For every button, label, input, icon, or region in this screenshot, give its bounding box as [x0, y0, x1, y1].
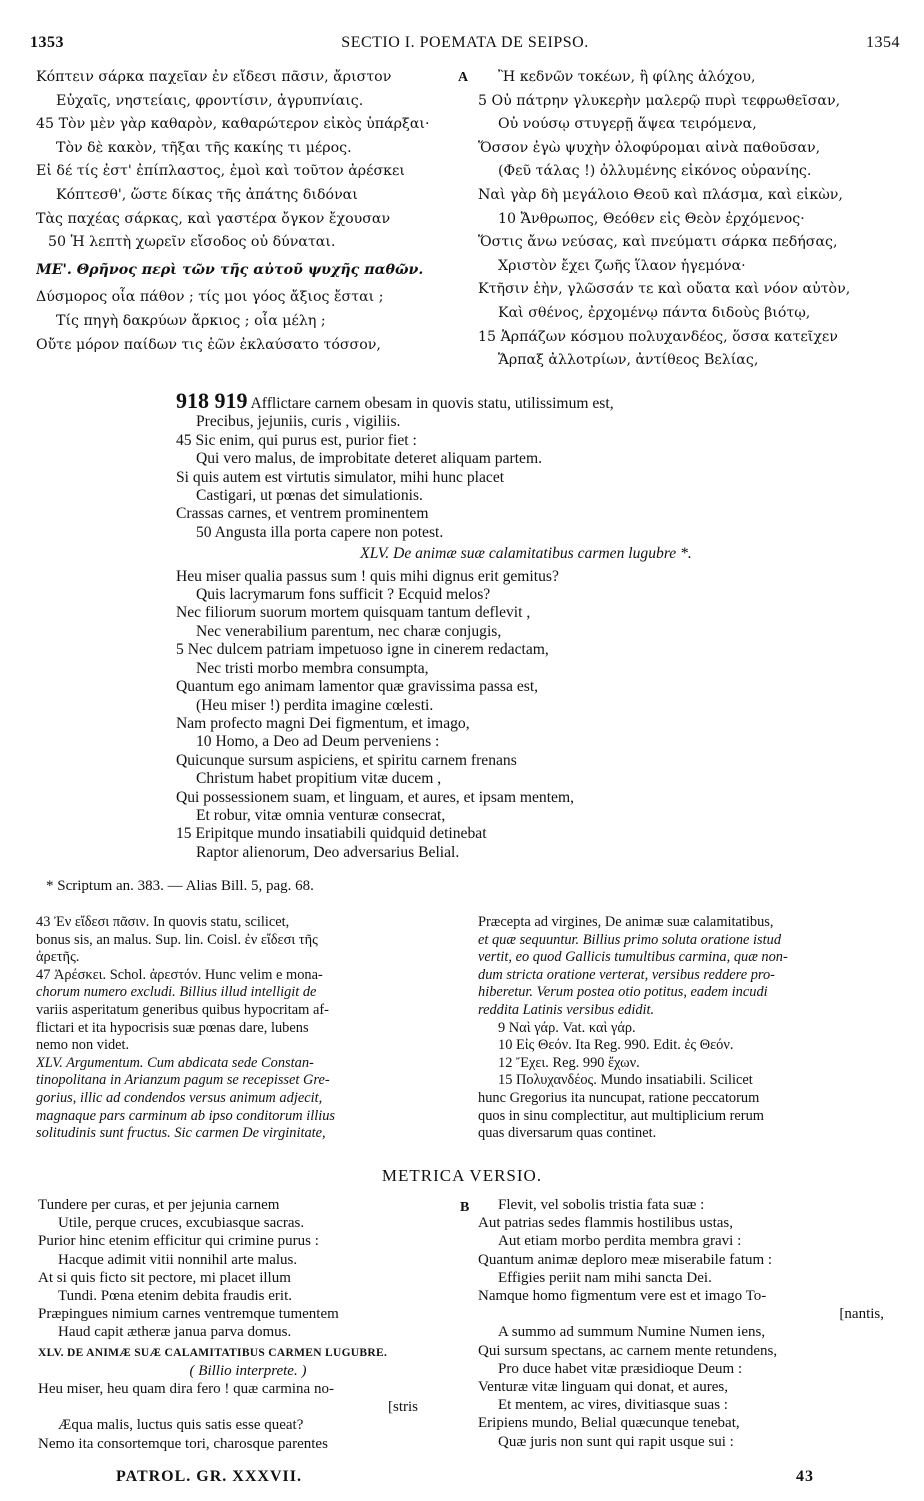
versio-line: [nantis, [839, 1306, 884, 1323]
greek-text-right-column [478, 66, 908, 373]
note-line: 47 Ἀρέσκει. Schol. ἀρεστόν. Hunc velim e mona- [36, 966, 323, 983]
note-line: 9 Ναὶ γάρ. Vat. καὶ γάρ. [498, 1019, 636, 1036]
note-line: variis asperitatum generibus quibus hypocritam af- [36, 1001, 329, 1018]
latin-line: Et robur, vitæ omnia venturæ consecrat, [196, 806, 446, 824]
versio-line: Hacque adimit vitii nonnihil arte malus. [58, 1251, 298, 1268]
latin-line: Quicunque sursum aspiciens, et spiritu carnem frenans [176, 751, 517, 769]
latin-line: Nec filiorum suorum mortem quisquam tantum deflevit , [176, 604, 531, 622]
greek-line: Χριστὸν ἔχει ζωῆς ἵλαον ἡγεμόνα· [498, 257, 746, 274]
versio-line: [stris [388, 1399, 418, 1416]
versio-line: Nemo ita consortemque tori, charosque parentes [38, 1435, 328, 1452]
note-line: dum stricta oratione verterat, versibus reddere pro- [478, 966, 775, 983]
note-line: XLV. Argumentum. Cum abdicata sede Constan- [36, 1054, 314, 1071]
latin-line: 45 Sic enim, qui purus est, purior fiet : [176, 431, 417, 449]
metrica-versio-heading: METRICA VERSIO. [381, 1166, 543, 1185]
latin-line: 50 Angusta illa porta capere non potest. [196, 523, 444, 541]
greek-line: Καὶ σθένος, ἐρχομένῳ πάντα διδοὺς βιότῳ, [498, 304, 811, 321]
latin-line: 5 Nec dulcem patriam impetuoso igne in cinerem redactam, [176, 641, 549, 659]
versio-line: Quæ juris non sunt qui rapit usque sui : [498, 1433, 734, 1450]
latin-first-line: Afflictare carnem obesam in quovis statu, utilissimum est, [250, 395, 614, 412]
versio-line: Et mentem, ac vires, divitiasque suas : [498, 1397, 728, 1414]
greek-line: Εὐχαῖς, νηστείαις, φροντίσιν, ἀγρυπνίαις. [56, 92, 364, 109]
greek-line: Ὅστις ἄνω νεύσας, καὶ πνεύματι σάρκα πεδήσας, [478, 234, 838, 251]
greek-line: 15 Ἁρπάζων κόσμου πολυχανδέος, ὅσσα κατεῖχεν [478, 328, 838, 345]
versio-line: At si quis ficto sit pectore, mi placet illum [38, 1269, 291, 1286]
versio-line: Æqua malis, luctus quis satis esse queat? [58, 1417, 304, 1434]
greek-line: 50 Ἡ λεπτὴ χωρεῖν εἴσοδος οὐ δύναται. [48, 234, 336, 251]
latin-line: (Heu miser !) perdita imagine cœlesti. [196, 696, 434, 714]
versio-line: Præpingues nimium carnes ventremque tumentem [38, 1306, 339, 1323]
greek-line: Ναὶ γὰρ δὴ μεγάλοιο Θεοῦ καὶ πλάσμα, καὶ εἰκὼν, [478, 186, 843, 203]
versio-line: Aut etiam morbo perdita membra gravi : [498, 1233, 742, 1250]
column-numbers: 918 919 [176, 392, 248, 413]
versio-line: Effigies periit nam mihi sancta Dei. [498, 1269, 712, 1286]
note-line: Præcepta ad virgines, De animæ suæ calamitatibus, [478, 914, 774, 930]
note-line: ἀρετῆς. [36, 949, 80, 966]
latin-line: Nec tristi morbo membra consumpta, [196, 659, 429, 677]
greek-line: Κτῆσιν ἑὴν, γλῶσσάν τε καὶ οὔατα καὶ νόον αὐτὸν, [478, 281, 851, 298]
versio-line: Pro duce habet vitæ præsidioque Deum : [498, 1360, 743, 1377]
notes-right-column [478, 914, 914, 1143]
note-line: tinopolitana in Arianzum pagum se recepisset Gre- [36, 1072, 330, 1089]
greek-line: Κόπτειν σάρκα παχεῖαν ἐν εἴδεσι πᾶσιν, ἄριστον [36, 69, 392, 85]
versio-line: A summo ad summum Numine Numen iens, [498, 1324, 766, 1341]
versio-poem-title: XLV. DE ANIMÆ SUÆ CALAMITATIBUS CARMEN LUGUBRE. [38, 1346, 388, 1359]
greek-line: Δύσμορος οἷα πάθον ; τίς μοι γόος ἄξιος ἔσται ; [36, 289, 384, 306]
versio-line: Haud capit ætheræ janua parva domus. [58, 1324, 292, 1341]
versio-line: Venturæ vitæ linguam qui donat, et aures, [478, 1379, 728, 1396]
note-line: 43 Ἐν εἴδεσι πᾶσιν. In quovis statu, scilicet, [36, 914, 290, 930]
versio-line: Eripiens mundo, Belial quæcunque tenebat, [478, 1415, 740, 1432]
latin-line: Si quis autem est virtutis simulator, mihi hunc placet [176, 468, 505, 486]
running-header [30, 34, 900, 58]
versio-line: Flevit, vel sobolis tristia fata suæ : [498, 1197, 705, 1213]
greek-line: Κόπτεσθ', ὥστε δίκας τῆς ἀπάτης διδόναι [56, 186, 358, 203]
note-line: flictari et ita hypocrisis suæ pœnas dare, lubens [36, 1019, 309, 1036]
versio-line: Tundere per curas, et per jejunia carnem [38, 1197, 280, 1213]
versio-line: Heu miser, heu quam dira fero ! quæ carmina no- [38, 1381, 334, 1398]
note-line: 12 Ἔχει. Reg. 990 ἔχων. [498, 1054, 640, 1071]
note-line: vertit, eo quod Gallicis tumultibus carmina, quæ non- [478, 949, 788, 966]
versio-line: Qui sursum spectans, ac carnem mente retundens, [478, 1342, 778, 1359]
greek-line: Οὔτε μόρον παίδων τις ἑῶν ἐκλαύσατο τόσσον, [36, 336, 381, 353]
note-line: magnaque pars carminum ab ipso conditorum illius [36, 1107, 336, 1124]
greek-line: Οὐ νούσῳ στυγερῇ ἅψεα τειρόμενα, [498, 116, 757, 133]
latin-line: 15 Eripitque mundo insatiabili quidquid detinebat [176, 825, 487, 843]
latin-line: Nec venerabilium parentum, nec charæ conjugis, [196, 622, 502, 640]
latin-line: Qui possessionem suam, et linguam, et aures, et ipsam mentem, [176, 788, 574, 806]
sheet-number: 43 [796, 1468, 814, 1485]
note-line: quos in sinu complectitur, aut multiplicium rerum [478, 1107, 764, 1124]
footnote: * Scriptum an. 383. — Alias Bill. 5, pag. 68. [46, 878, 314, 894]
note-line: hunc Gregorius ita nuncupat, ratione peccatorum [478, 1089, 760, 1106]
greek-line: Τὰς παχέας σάρκας, καὶ γαστέρα ὄγκον ἔχουσαν [36, 210, 391, 227]
greek-line: 5 Οὐ πάτρην γλυκερὴν μαλερῷ πυρὶ τεφρωθεῖσαν, [478, 92, 841, 109]
versio-line: Purior hinc etenim efficitur qui crimine purus : [38, 1233, 319, 1250]
versio-line: Tundi. Pœna etenim debita fraudis erit. [58, 1288, 292, 1305]
page-number-left: 1353 [30, 34, 64, 51]
greek-line: (Φεῦ τάλας !) ὀλλυμένης εἰκόνος οὐρανίης. [498, 163, 812, 180]
latin-line: Heu miser qualia passus sum ! quis mihi dignus erit gemitus? [176, 567, 559, 585]
series-signature: PATROL. GR. XXXVII. [116, 1468, 302, 1485]
running-title: SECTIO I. POEMATA DE SEIPSO. [341, 34, 589, 51]
greek-line: Ὅσσον ἐγὼ ψυχὴν ὀλοφύρομαι αἰνὰ παθοῦσαν, [478, 139, 821, 156]
versio-interpreter: ( Billio interprete. ) [189, 1362, 307, 1379]
note-line: quas diversarum quas continet. [478, 1125, 657, 1142]
latin-line: Precibus, jejuniis, curis , vigiliis. [196, 413, 401, 431]
greek-poem-title: ΜΕ'. Θρῆνος περὶ τῶν τῆς αὐτοῦ ψυχῆς παθῶν. [36, 261, 424, 278]
versio-line: Utile, perque cruces, excubiasque sacras. [58, 1215, 305, 1232]
versio-line: Quantum animæ deploro meæ miserabile fatum : [478, 1251, 773, 1268]
latin-translation [176, 392, 876, 862]
greek-line: Τίς πηγὴ δακρύων ἄρκιος ; οἷα μέλη ; [56, 312, 326, 329]
note-line: hiberetur. Verum postea otio potitus, eadem incudi [478, 984, 768, 1001]
note-line: nemo non videt. [36, 1037, 130, 1054]
latin-line: Raptor alienorum, Deo adversarius Belial. [196, 843, 460, 861]
note-line: reddita Latinis versibus edidit. [478, 1001, 655, 1018]
greek-line: Ἢ κεδνῶν τοκέων, ἢ φίλης ἀλόχου, [498, 69, 756, 85]
greek-text-left-column [36, 66, 456, 357]
latin-line: 10 Homo, a Deo ad Deum perveniens : [196, 733, 440, 751]
note-line: gorius, illic ad condendos versus animum adjecit, [36, 1089, 323, 1106]
greek-line: Τὸν δὲ κακὸν, τῆξαι τῆς κακίης τι μέρος. [56, 139, 352, 156]
latin-line: Crassas carnes, et ventrem prominentem [176, 505, 429, 523]
greek-line: Ἅρπαξ ἀλλοτρίων, ἀντίθεος Βελίας, [498, 352, 759, 369]
versio-right-column [478, 1196, 914, 1451]
note-line: 10 Εἰς Θεόν. Ita Reg. 990. Edit. ἐς Θεόν. [498, 1037, 734, 1054]
note-line: bonus sis, an malus. Sup. lin. Coisl. ἐν εἴδεσι τῆς [36, 931, 318, 948]
versio-line: Namque homo figmentum vere est et imago To- [478, 1288, 767, 1305]
note-line: solitudinis sunt fructus. Sic carmen De virginitate, [36, 1125, 326, 1142]
latin-line: Quantum ego animam lamentor quæ gravissima passa est, [176, 678, 539, 696]
greek-line: Εἰ δέ τίς ἐστ' ἐπίπλαστος, ἐμοὶ καὶ τοῦτον ἀρέσκει [36, 163, 405, 180]
greek-line: 10 Ἄνθρωπος, Θεόθεν εἰς Θεὸν ἐρχόμενος· [498, 210, 805, 227]
note-line: et quæ sequuntur. Billius primo soluta oratione istud [478, 931, 782, 948]
page-number-right: 1354 [866, 34, 900, 51]
latin-line [176, 392, 876, 413]
column-marker-b: B [460, 1200, 470, 1215]
latin-line: Qui vero malus, de improbitate deteret aliquam partem. [196, 450, 542, 468]
latin-line: Christum habet propitium vitæ ducem , [196, 770, 442, 788]
versio-left-column [38, 1196, 458, 1453]
latin-line: Quis lacrymarum fons sufficit ? Ecquid melos? [196, 586, 491, 604]
latin-poem-title: XLV. De animæ suæ calamitatibus carmen lugubre *. [360, 545, 692, 563]
column-marker-a: A [458, 70, 469, 85]
latin-line: Nam profecto magni Dei figmentum, et imago, [176, 714, 470, 732]
note-line: 15 Πολυχανδέος. Mundo insatiabili. Scilicet [498, 1072, 753, 1089]
notes-left-column [36, 914, 454, 1143]
greek-line: 45 Τὸν μὲν γὰρ καθαρὸν, καθαρώτερον εἰκὸς ὑπάρξαι· [36, 116, 430, 133]
versio-line: Aut patrias sedes flammis hostilibus ustas, [478, 1215, 733, 1232]
note-line: chorum numero excludi. Billius illud intelligit de [36, 984, 317, 1001]
latin-line: Castigari, ut pœnas det simulationis. [196, 487, 423, 505]
